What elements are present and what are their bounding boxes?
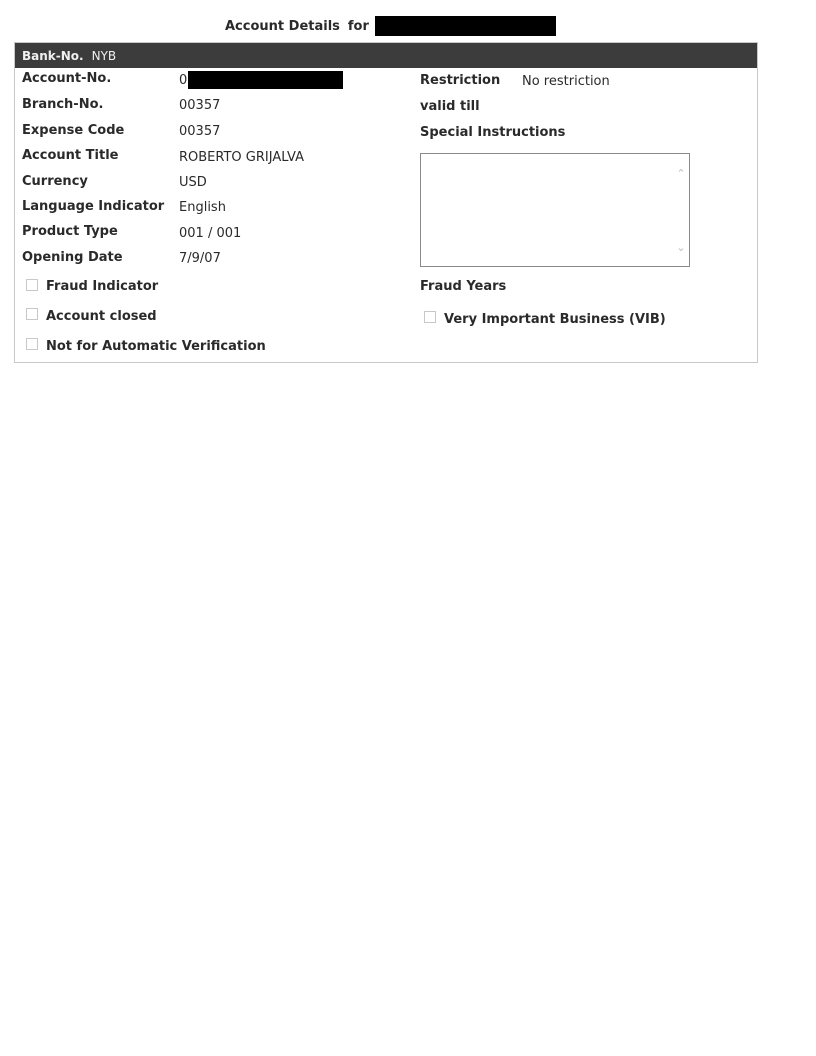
branch-no-label: Branch-No.: [22, 97, 104, 112]
redacted-account-name: [375, 16, 556, 36]
fraud-years-label: Fraud Years: [420, 279, 507, 294]
branch-no-value: 00357: [179, 98, 221, 113]
bank-no-value: NYB: [91, 48, 117, 63]
not-for-auto-verification-checkbox[interactable]: [26, 338, 38, 350]
account-title-value: ROBERTO GRIJALVA: [179, 150, 304, 165]
special-instructions-textarea[interactable]: [420, 153, 690, 267]
page-title-label: Account Details: [225, 18, 340, 34]
account-details-panel: [14, 42, 758, 363]
account-closed-checkbox[interactable]: [26, 308, 38, 320]
chevron-up-icon[interactable]: ⌃: [676, 167, 686, 180]
account-title-label: Account Title: [22, 148, 119, 163]
bank-no-label: Bank-No.: [22, 48, 84, 63]
panel-header: [15, 43, 757, 68]
redacted-account-no: [188, 71, 343, 89]
page-title: [225, 16, 556, 36]
expense-code-value: 00357: [179, 124, 221, 139]
account-closed-label: Account closed: [46, 309, 157, 324]
special-instructions-label: Special Instructions: [420, 125, 566, 140]
currency-value: USD: [179, 175, 207, 190]
vib-checkbox[interactable]: [424, 311, 436, 323]
fraud-indicator-label: Fraud Indicator: [46, 279, 159, 294]
language-indicator-label: Language Indicator: [22, 199, 165, 214]
fraud-indicator-checkbox[interactable]: [26, 279, 38, 291]
opening-date-label: Opening Date: [22, 250, 123, 265]
account-no-value: [179, 71, 343, 89]
product-type-value: 001 / 001: [179, 226, 242, 241]
valid-till-label: valid till: [420, 99, 480, 114]
restriction-value: No restriction: [522, 74, 610, 89]
chevron-down-icon[interactable]: ⌄: [676, 241, 686, 254]
product-type-label: Product Type: [22, 224, 118, 239]
language-indicator-value: English: [179, 200, 226, 215]
account-no-label: Account-No.: [22, 71, 112, 86]
currency-label: Currency: [22, 174, 88, 189]
page-title-for: for: [347, 18, 369, 34]
opening-date-value: 7/9/07: [179, 251, 221, 266]
not-for-auto-verification-label: Not for Automatic Verification: [46, 339, 266, 354]
restriction-label: Restriction: [420, 73, 501, 88]
vib-label: Very Important Business (VIB): [444, 312, 666, 327]
expense-code-label: Expense Code: [22, 123, 125, 138]
account-no-text: 0: [179, 72, 188, 88]
